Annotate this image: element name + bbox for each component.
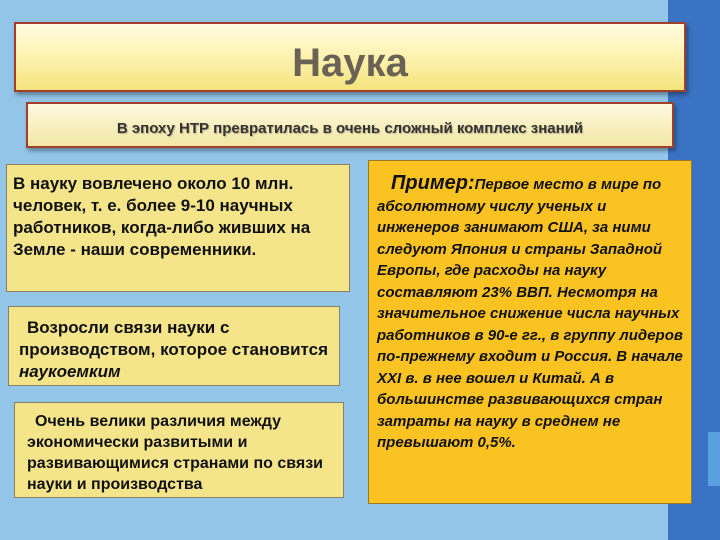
- example-label: Пример:: [391, 172, 475, 194]
- slide-title: Наука: [292, 41, 408, 85]
- slide-subtitle: В эпоху НТР превратилась в очень сложный комплекс знаний: [116, 120, 584, 137]
- slide-side-accent: [708, 432, 720, 486]
- text-box-country-differences: [14, 402, 344, 498]
- box3-text: Очень велики различия между экономически развитыми и развивающимися странами по связи науки и производства: [27, 413, 323, 493]
- text-box-science-production: [8, 306, 340, 386]
- box1-text: В науку вовлечено около 10 млн. человек, т. е. более 9-10 научных работников, когда-либо живших на Земле - наши современники.: [13, 174, 311, 259]
- example-text: Первое место в мире по абсолютному числу ученых и инженеров занимают США, за ними следуют Япония и страны Западной Европы, где расходы на науку составляют 23% ВВП. Несмотря на значительное снижение числа научных работников в 90-е гг., в группу лидеров по-прежнему входит и Россия. В начале XXI в. в нее вошел и Китай. А в большинстве развивающихся стран затраты на науку в среднем не превышают 0,5%.: [377, 176, 683, 451]
- box2-text: Возросли связи науки с производством, которое становится: [19, 318, 329, 359]
- subtitle-banner: [26, 102, 674, 148]
- example-box: [368, 160, 692, 504]
- box2-emphasis: наукоемким: [19, 362, 121, 381]
- text-box-scientists-count: [6, 164, 350, 292]
- title-banner: [14, 22, 686, 92]
